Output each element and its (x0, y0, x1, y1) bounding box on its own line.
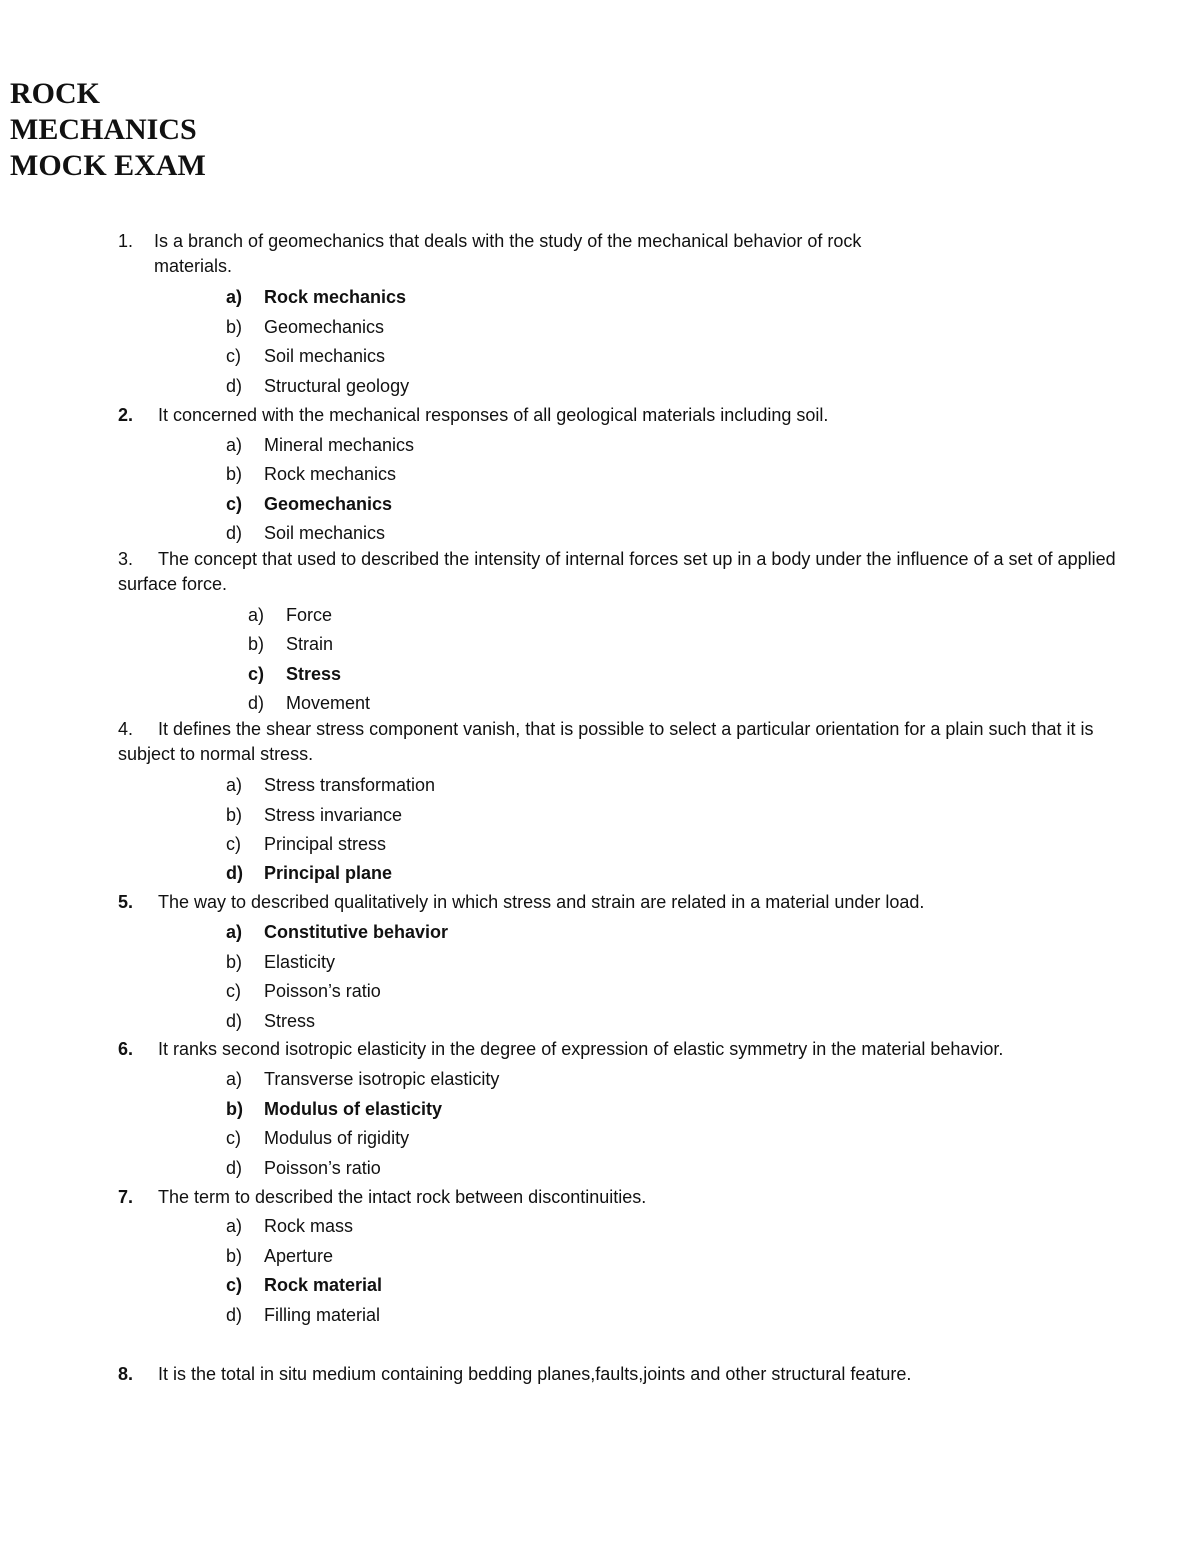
option-letter: c) (226, 1128, 241, 1148)
question-3 (118, 547, 1148, 597)
option-text: Mineral mechanics (264, 435, 415, 455)
question-stem: It ranks second isotropic elasticity in the degree of expression of elastic symmetry in the material behavior. (158, 1039, 1004, 1059)
option-letter: c) (226, 1275, 243, 1295)
question-stem-line-1: Is a branch of geomechanics that deals with the study of the mechanical behavior of rock (154, 231, 862, 251)
question-stem: It defines the shear stress component vanish, that is possible to select a particular orientation for a plain such that it is subject to normal stress. (118, 719, 1094, 764)
question-stem-line-2: materials. (154, 256, 233, 276)
option-letter: c) (248, 664, 265, 684)
option-b (226, 315, 384, 339)
option-b (226, 803, 402, 827)
option-c (226, 344, 385, 368)
option-text: Aperture (264, 1246, 334, 1266)
option-text: Geomechanics (264, 317, 385, 337)
option-c (226, 492, 392, 516)
option-letter: d) (226, 1305, 243, 1325)
question-number: 7. (118, 1187, 134, 1207)
option-letter: a) (226, 287, 243, 307)
option-d (226, 374, 409, 398)
option-letter: b) (226, 952, 243, 972)
option-text: Geomechanics (264, 494, 393, 514)
option-d (226, 1303, 380, 1327)
option-letter: a) (226, 775, 243, 795)
option-letter: b) (226, 464, 243, 484)
question-number: 2. (118, 405, 134, 425)
option-letter: b) (226, 805, 243, 825)
question-number: 4. (118, 719, 134, 739)
question-stem: It concerned with the mechanical responses of all geological materials including soil. (158, 405, 829, 425)
option-letter: c) (226, 981, 241, 1001)
option-text: Modulus of elasticity (264, 1099, 443, 1119)
option-text: Structural geology (264, 376, 410, 396)
question-7 (118, 1185, 646, 1210)
question-number: 8. (118, 1364, 134, 1384)
question-stem: The concept that used to described the intensity of internal forces set up in a body under the influence of a set of applied surface force. (118, 549, 1116, 594)
option-c (226, 1126, 409, 1150)
question-2 (118, 403, 828, 428)
option-b (226, 1097, 442, 1121)
option-c (248, 662, 341, 686)
option-text: Elasticity (264, 952, 336, 972)
question-6 (118, 1037, 1003, 1062)
question-stem: The way to described qualitatively in which stress and strain are related in a material under load. (158, 892, 925, 912)
option-text: Constitutive behavior (264, 922, 449, 942)
option-letter: b) (226, 317, 243, 337)
option-letter: c) (226, 494, 243, 514)
option-c (226, 1273, 382, 1297)
option-letter: a) (226, 922, 243, 942)
option-letter: d) (248, 693, 265, 713)
question-stem: The term to described the intact rock between discontinuities. (158, 1187, 647, 1207)
option-letter: d) (226, 863, 243, 883)
option-text: Poisson’s ratio (264, 981, 381, 1001)
option-text: Rock mechanics (264, 287, 407, 307)
question-number: 6. (118, 1039, 134, 1059)
option-a (226, 433, 414, 457)
option-d (226, 861, 392, 885)
option-text: Soil mechanics (264, 346, 386, 366)
option-a (226, 285, 406, 309)
option-b (248, 632, 333, 656)
option-text: Filling material (264, 1305, 381, 1325)
option-text: Soil mechanics (264, 523, 386, 543)
option-text: Stress transformation (264, 775, 436, 795)
option-letter: d) (226, 1011, 243, 1031)
option-letter: a) (226, 1216, 243, 1236)
option-text: Principal stress (264, 834, 387, 854)
option-b (226, 462, 396, 486)
question-4 (118, 717, 1148, 767)
title-line-1: ROCK (10, 77, 100, 110)
option-b (226, 1244, 333, 1268)
option-letter: b) (226, 1246, 243, 1266)
question-number: 3. (118, 549, 134, 569)
option-letter: a) (248, 605, 265, 625)
option-letter: c) (226, 346, 241, 366)
option-letter: d) (226, 376, 243, 396)
option-letter: d) (226, 523, 243, 543)
option-text: Principal plane (264, 863, 393, 883)
option-letter: b) (226, 1099, 243, 1119)
option-text: Force (286, 605, 333, 625)
option-text: Rock material (264, 1275, 383, 1295)
option-a (226, 920, 448, 944)
option-d (226, 521, 385, 545)
option-letter: d) (226, 1158, 243, 1178)
option-a (248, 603, 332, 627)
option-text: Rock mechanics (264, 464, 397, 484)
option-text: Modulus of rigidity (264, 1128, 410, 1148)
option-a (226, 1214, 353, 1238)
exam-title (10, 76, 206, 184)
option-letter: c) (226, 834, 241, 854)
option-a (226, 1067, 499, 1091)
option-letter: b) (248, 634, 265, 654)
option-text: Strain (286, 634, 334, 654)
question-number: 1. (118, 231, 134, 251)
option-c (226, 979, 381, 1003)
option-c (226, 832, 386, 856)
option-text: Rock mass (264, 1216, 354, 1236)
option-a (226, 773, 435, 797)
question-1 (118, 229, 1118, 279)
option-letter: a) (226, 1069, 243, 1089)
option-b (226, 950, 335, 974)
title-line-2: MECHANICS (10, 113, 197, 146)
title-line-3: MOCK EXAM (10, 149, 206, 182)
question-5 (118, 890, 924, 915)
option-d (226, 1009, 315, 1033)
question-8 (118, 1362, 911, 1387)
option-letter: a) (226, 435, 243, 455)
option-text: Transverse isotropic elasticity (264, 1069, 500, 1089)
option-text: Movement (286, 693, 371, 713)
option-d (226, 1156, 381, 1180)
question-number: 5. (118, 892, 134, 912)
option-text: Stress (264, 1011, 316, 1031)
option-d (248, 691, 370, 715)
option-text: Poisson’s ratio (264, 1158, 381, 1178)
option-text: Stress invariance (264, 805, 403, 825)
option-text: Stress (286, 664, 342, 684)
question-stem: It is the total in situ medium containing bedding planes,faults,joints and other structural feature. (158, 1364, 912, 1384)
